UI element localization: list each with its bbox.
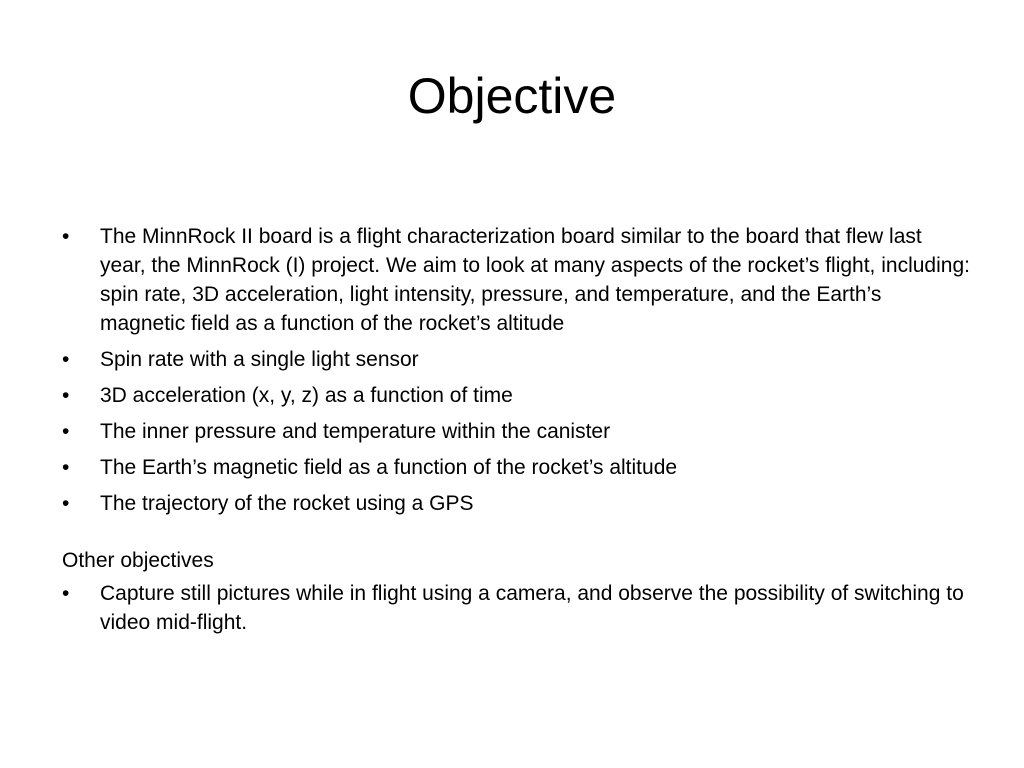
bullet-icon: • xyxy=(62,582,70,605)
bullet-icon: • xyxy=(62,384,70,407)
bullet-text: 3D acceleration (x, y, z) as a function of time xyxy=(100,384,513,407)
slide-body xyxy=(62,222,972,644)
bullet-icon: • xyxy=(62,492,70,515)
bullet-text: The MinnRock II board is a flight characterization board similar to the board that flew last year, the MinnRock (I) project. We aim to look at many aspects of the rocket’s flight, including: spin rate, 3D acceleration, light intensity, pressure, and temperature, and the Earth’s magnetic field as a function of the rocket’s altitude xyxy=(100,225,970,335)
bullet-text: Spin rate with a single light sensor xyxy=(100,348,419,371)
other-objectives-list xyxy=(62,579,972,637)
bullet-text: The inner pressure and temperature within the canister xyxy=(100,420,611,443)
bullet-text: Capture still pictures while in flight using a camera, and observe the possibility of switching to video mid-flight. xyxy=(100,582,964,634)
objectives-list xyxy=(62,222,972,518)
bullet-icon: • xyxy=(62,420,70,443)
slide-title: Objective xyxy=(407,68,617,124)
list-item xyxy=(62,345,972,374)
bullet-text: The Earth’s magnetic field as a function of the rocket’s altitude xyxy=(100,456,678,479)
bullet-icon: • xyxy=(62,456,70,479)
bullet-text: The trajectory of the rocket using a GPS xyxy=(100,492,474,515)
list-item xyxy=(62,489,972,518)
list-item xyxy=(62,381,972,410)
list-item xyxy=(62,453,972,482)
list-item xyxy=(62,579,972,637)
list-item xyxy=(62,417,972,446)
list-item xyxy=(62,222,972,338)
other-objectives-heading: Other objectives xyxy=(62,549,214,572)
bullet-icon: • xyxy=(62,348,70,371)
bullet-icon: • xyxy=(62,225,70,248)
